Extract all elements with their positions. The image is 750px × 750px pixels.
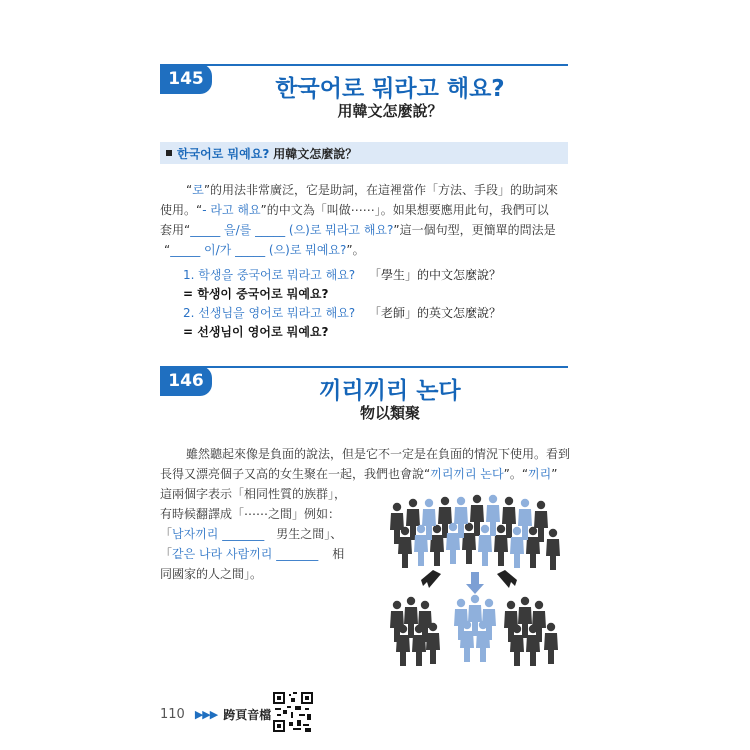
audio-label: 跨頁音檔 (223, 708, 272, 722)
page-number: 110 (160, 707, 185, 722)
section-146-number: 146 (168, 371, 204, 391)
example-question: 2. 선생님을 영어로 뭐라고 해요? 「老師」的英文怎麼說？ (183, 306, 502, 320)
para-line: 「같은 나라 사람끼리 _______ 相 (160, 547, 345, 561)
crowd-top (390, 495, 560, 570)
section-145-examples (183, 266, 563, 342)
section-145-rule (160, 64, 568, 66)
people-groups-illustration (385, 490, 565, 670)
para-line: “_____ 이/가 _____ (으)로 뭐예요?”。 (164, 243, 365, 257)
section-146-rule (160, 366, 568, 368)
group-left (390, 597, 440, 666)
subheading-zh: 用韓文怎麼說？ (273, 146, 358, 161)
arrows-icon: ▶▶▶ (194, 708, 218, 721)
para-line: 雖然聽起來像是負面的說法，但是它不一定是在負面的情況下使用。看到 (186, 447, 571, 461)
para-line: 同國家的人之間」。 (160, 567, 263, 581)
section-146-title-kr: 끼리끼리 논다 (319, 378, 461, 404)
para-line: 套用“_____ 을/를 _____ (으)로 뭐라고 해요?”這一個句型，更簡單的問法是 (160, 223, 556, 237)
para-line: “로”的用法非常廣泛，它是助詞，在這裡當作「方法、手段」的助詞來 (186, 183, 559, 197)
para-line: 「남자끼리 _______ 男生之間」、 (160, 527, 343, 541)
section-145-paragraph (160, 180, 570, 260)
qr-code-icon[interactable] (271, 690, 315, 734)
section-146-badge (160, 366, 212, 396)
section-145-subheading (160, 142, 568, 164)
example-answer: = 학생이 중국어로 뭐예요? (183, 287, 329, 301)
split-arrows (421, 570, 517, 594)
section-145-number: 145 (168, 69, 204, 89)
section-145-title-zh: 用韓文怎麼說？ (337, 102, 443, 120)
section-145-badge (160, 64, 212, 94)
para-line: 長得又漂亮個子又高的女生聚在一起，我們也會說“끼리끼리 논다”。“끼리” (160, 467, 558, 481)
para-line: 這兩個字表示「相同性質的族群」， (160, 487, 347, 501)
footer (160, 706, 271, 723)
group-middle (454, 595, 496, 662)
example-question: 1. 학생을 중국어로 뭐라고 해요? 「學生」的中文怎麼說？ (183, 268, 502, 282)
para-line: 有時候翻譯成「⋯⋯之間」例如： (160, 507, 341, 521)
para-line: 使用。“- 라고 해요”的中文為「叫做⋯⋯」。如果想要應用此句，我們可以 (160, 203, 549, 217)
subheading-kr: 한국어로 뭐예요? (177, 146, 270, 161)
section-145-title-kr: 한국어로 뭐라고 해요? (275, 76, 505, 102)
example-answer: = 선생님이 영어로 뭐예요? (183, 325, 329, 339)
group-right (504, 597, 558, 666)
square-bullet-icon (166, 150, 172, 156)
section-146-title-zh: 物以類聚 (359, 404, 420, 422)
